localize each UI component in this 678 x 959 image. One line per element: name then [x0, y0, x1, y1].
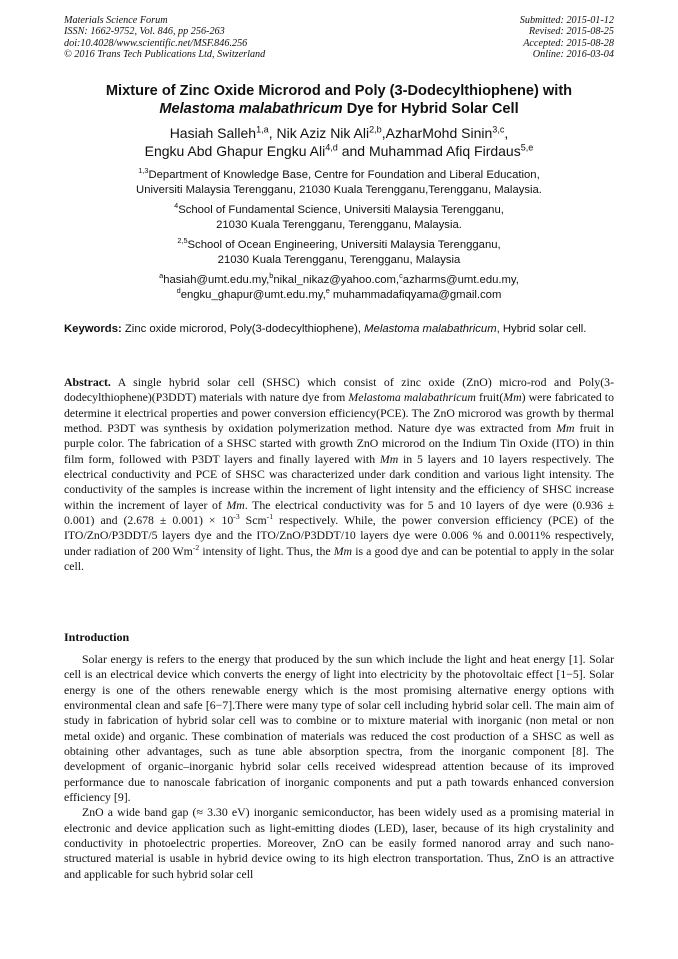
author-sup: 2,b	[369, 124, 382, 135]
author-sup: 3,c	[492, 124, 505, 135]
accepted-date: Accepted: 2015-08-28	[523, 37, 614, 49]
affiliation-text: School of Fundamental Science, Universiti Malaysia Terengganu,	[178, 204, 504, 216]
author-name: Engku Abd Ghapur Engku Ali	[144, 143, 326, 159]
revised-date: Revised: 2015-08-25	[528, 26, 614, 38]
abstract-paragraph: Abstract. A single hybrid solar cell (SHSC) which consist of zinc oxide (ZnO) micro-rod and Poly(3-dodecylthiophene)(P3DDT) materials with nature dye from Melastoma malabathricum fruit(Mm) were fabricated to determine it electrical properties and power conversion efficiency(PCE). The ZnO microrod was growth by thermal method. P3DT was synthesis by oxidation polymerization method. Nature dye was extracted from Mm fruit in purple color. The fabrication of a SHSC started with growth ZnO microrod on the Indium Tin Oxide (ITO) in thin film form, followed with P3DT layers and finally layered with Mm in 5 layers and 10 layers respectively. The electrical conductivity and PCE of SHSC was characterized under dark condition and various light intensity. The conductivity of the samples is increase within the increment of light intensity and the efficiency of SHSC increase within the increment of layer of Mm. The electrical conductivity was for 5 and 10 layers of dye were (0.936 ± 0.001) and $(2.678 \pm 0.001) \times 10^{-3}$ Scm$^{-1}$ respectively. While, the power conversion efficiency (PCE) of the ITO/ZnO/P3DDT/5 layers dye and the ITO/ZnO/P3DDT/10 layers dye were 0.006 % and 0.0011% respectively, under radiation of 200 $Wm^{-2}$ intensity of light. Thus, the Mm is a good dye and can be potential to apply in the solar cell.	[64, 375, 615, 574]
title-line-2-rest: Dye for Hybrid Solar Cell	[342, 101, 519, 117]
title-species-name: Melastoma malabathricum	[159, 101, 343, 117]
affiliation-sup: 2,5	[177, 236, 188, 246]
introduction-heading: Introduction	[64, 630, 130, 644]
author-name: , Nik Aziz Nik Ali	[268, 125, 370, 141]
journal-copyright: © 2016 Trans Tech Publications Ltd, Switzerland	[64, 49, 266, 61]
affiliation-text: Department of Knowledge Base, Centre for Foundation and Liberal Education,	[148, 169, 540, 181]
author-emails: $^a$hasiah@umt.edu.my,$^b$nikal_nikaz@yahoo.com,$^c$azharms@umt.edu.my, $^d$engku_ghapur@umt.edu.my,$^e$ muhammadafiqyama@gmail.com	[159, 271, 519, 302]
introduction-body	[64, 652, 614, 882]
journal-issn: ISSN: 1662-9752, Vol. 846, pp 256-263	[64, 26, 225, 38]
author-name: Hasiah Salleh	[169, 125, 257, 141]
affiliation-text: 21030 Kuala Terengganu, Terengganu, Malaysia	[217, 254, 461, 267]
author-separator: ,	[504, 125, 509, 141]
affiliation-text: 21030 Kuala Terengganu, Terengganu, Malaysia.	[216, 219, 462, 232]
email-link[interactable]: azharms@umt.edu.my,	[402, 274, 519, 286]
paper-title	[64, 82, 614, 118]
keywords-paragraph: Keywords: Zinc oxide microrod, Poly(3-dodecylthiophene), Melastoma malabathricum, Hybrid solar cell.	[64, 323, 587, 335]
author-line-1	[64, 124, 614, 142]
email-link[interactable]: muhammadafiqyama@gmail.com	[329, 289, 502, 302]
affiliation-text: School of Ocean Engineering, Universiti Malaysia Terengganu,	[187, 239, 501, 251]
introduction-paragraph-2: ZnO a wide band gap (≈ 3.30 eV) inorganic semiconductor, has been widely used as a promising material in electronic and device application such as light-emitting diodes (LED), laser, because of its high crystalinity and conductivity in photoelectric properties. Moreover, ZnO can be easily formed nanorod array and such nano- structured material is usable in hybrid device owing to its high electron transportation. Thus, ZnO is an attractive and applicable for such hybrid solar cell	[64, 805, 614, 881]
journal-info-header	[64, 15, 265, 61]
abstract-label: Abstract.	[64, 375, 111, 389]
submitted-date: Submitted: 2015-01-12	[519, 15, 614, 26]
author-sup: 1,a	[256, 124, 269, 135]
title-line-2	[64, 100, 614, 118]
keywords-label: Keywords:	[64, 323, 122, 335]
author-list	[64, 124, 614, 160]
affiliation-3	[64, 238, 614, 268]
email-link[interactable]: nikal_nikaz@yahoo.com,	[273, 274, 400, 286]
author-line-2	[64, 142, 614, 160]
affiliation-sup: 4	[174, 201, 179, 211]
email-link[interactable]: hasiah@umt.edu.my,	[163, 274, 270, 286]
author-sup: 4,d	[325, 142, 338, 153]
author-name: ,AzharMohd Sinin	[381, 125, 493, 141]
affiliation-1	[64, 168, 614, 198]
affiliation-text: Universiti Malaysia Terengganu, 21030 Kuala Terengganu,Terengganu, Malaysia.	[136, 184, 542, 197]
author-name: and Muhammad Afiq Firdaus	[337, 143, 521, 159]
title-line-1: Mixture of Zinc Oxide Microrod and Poly (3-Dodecylthiophene) with	[105, 83, 573, 99]
online-date: Online: 2016-03-04	[532, 49, 614, 61]
email-link[interactable]: engku_ghapur@umt.edu.my,	[180, 289, 326, 302]
journal-doi: doi:10.4028/www.scientific.net/MSF.846.256	[64, 37, 248, 49]
submission-dates-header	[520, 15, 614, 61]
author-sup: 5,e	[520, 142, 534, 153]
journal-name: Materials Science Forum	[64, 15, 168, 26]
affiliation-sup: 1,3	[138, 166, 149, 176]
introduction-paragraph-1: Solar energy is refers to the energy that produced by the sun which include the light and heat energy [1]. Solar cell is an electrical device which converts the energy of light into electricity by the photovoltaic effect [1−5]. Solar energy is one of the others renewable energy which is the most promising alternative energy options with environmental clean and safe [6−7].There were many type of solar cell including hybrid solar cell. The main aim of study in fabrication of hybrid solar cell was to combine or to mixture material with inorganic (non metal or non metal oxide) and organic. These combination of materials was reduced the cost production of a SHSC as well as obtaining other advantages, such as tune able absorption spectra, from the inorganic component [8]. The development of organic–inorganic hybrid solar cells received widespread attention because of its improved performance due to nanoscale fabrication of inorganic components and put a path towards enhanced conversion efficiency [9].	[64, 652, 614, 805]
affiliation-2	[64, 203, 614, 233]
